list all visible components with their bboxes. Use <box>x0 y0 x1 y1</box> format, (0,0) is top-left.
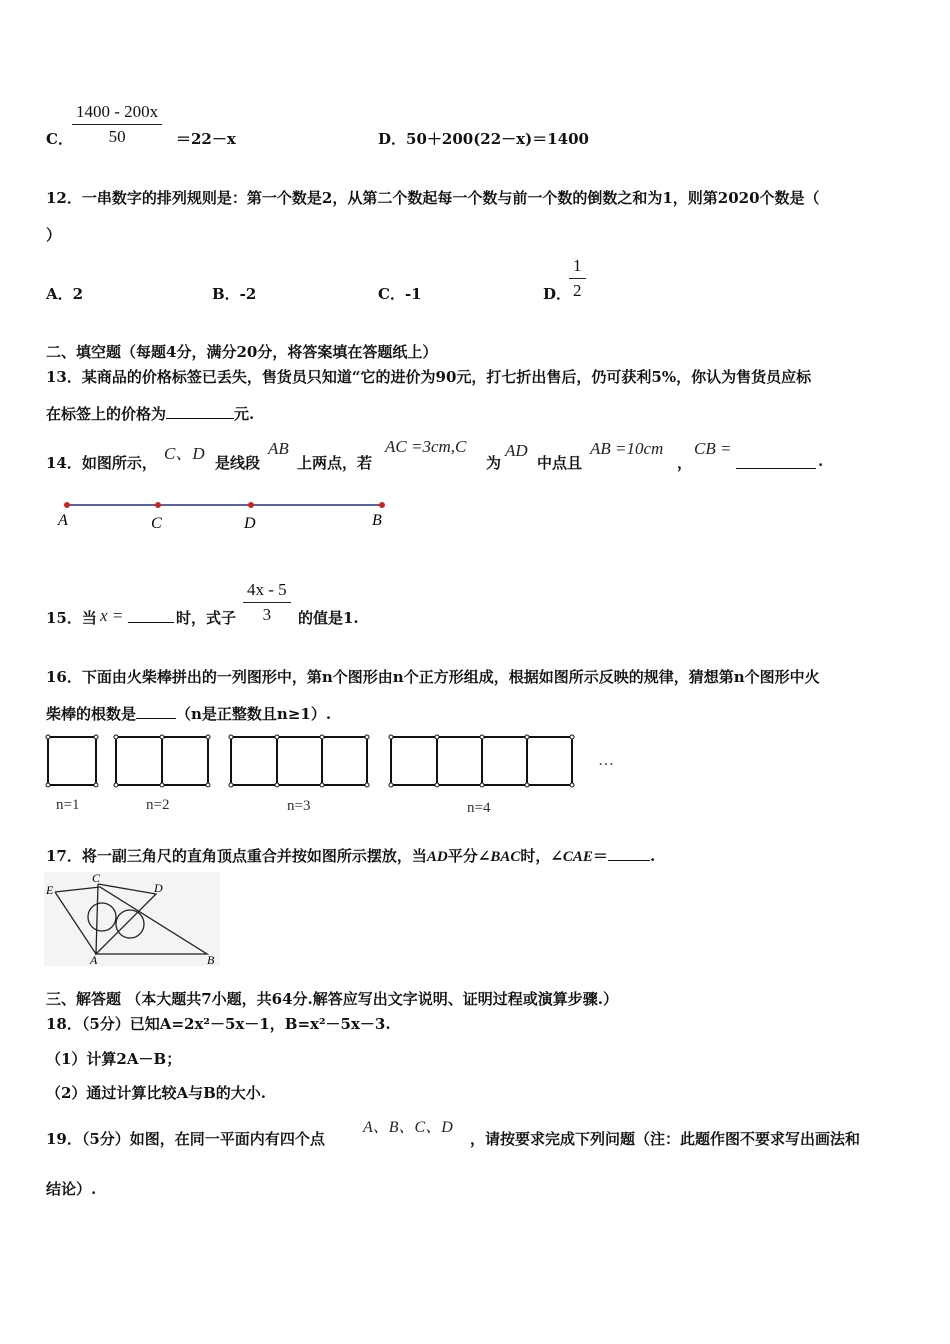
q12-stem-line2: ） <box>46 226 62 244</box>
n3-label: n=3 <box>287 798 311 814</box>
section2-title: 二、填空题（每题4分，满分20分，将答案填在答题纸上） <box>46 343 438 361</box>
q16-line2 <box>46 703 331 724</box>
q17-mid1: 平分∠ <box>447 847 491 865</box>
q15-numerator: 4x - 5 <box>243 580 291 603</box>
q14-f5: AB =10cm <box>590 439 664 458</box>
q17-ad: AD <box>426 849 448 865</box>
n3-square-2 <box>277 737 322 785</box>
q12-stem-line1: 12．一串数字的排列规则是：第一个数是2，从第二个数起每一个数与前一个数的倒数之和为1，则第2020个数是（ <box>46 189 820 207</box>
label-a: A <box>90 953 98 966</box>
q18-part2: （2）通过计算比较A与B的大小. <box>46 1084 266 1102</box>
q11-option-c-rhs: ＝22－x <box>176 130 236 148</box>
figure-background <box>44 872 220 966</box>
label-e: E <box>46 883 54 897</box>
point-b <box>379 502 385 508</box>
n3-square-3 <box>322 737 367 785</box>
q11-option-c-fraction <box>72 102 162 147</box>
q14-f1: C、D <box>164 444 205 463</box>
n1-square <box>48 737 96 785</box>
label-b: B <box>372 512 382 529</box>
q17-cae: CAE <box>562 849 593 865</box>
n2-square-2 <box>162 737 208 785</box>
q14-f4: AD <box>505 441 528 460</box>
q14-t2: 是线段 <box>215 454 261 472</box>
n3-square-1 <box>231 737 277 785</box>
q15-t1: 15．当 <box>46 609 97 627</box>
ellipsis: … <box>598 752 614 769</box>
q19-t1: 19．（5分）如图，在同一平面内有四个点 <box>46 1130 325 1148</box>
q12-option-a: A．2 <box>46 285 84 303</box>
n4-square-4 <box>527 737 572 785</box>
q13-line2-pre: 在标签上的价格为 <box>46 405 167 423</box>
q17-mid2: 时，∠ <box>520 847 563 865</box>
n1-label: n=1 <box>56 797 80 813</box>
q16-line2-post: （n是正整数且n≥1）. <box>176 705 332 723</box>
label-c: C <box>92 872 101 885</box>
q17-text-pre: 17．将一副三角尺的直角顶点重合并按如图所示摆放，当 <box>46 847 427 865</box>
q15-t3: 的值是1. <box>298 609 359 627</box>
n4-square-3 <box>482 737 527 785</box>
q19-t2: ，请按要求完成下列问题（注：此题作图不要求写出画法和 <box>470 1130 861 1148</box>
q15-t2: 时，式子 <box>176 609 237 627</box>
q13-line2-post: 元. <box>234 405 255 423</box>
q15-answer-blank[interactable] <box>128 608 174 623</box>
n4-label: n=4 <box>467 800 491 816</box>
point-d <box>248 502 254 508</box>
q17-end: . <box>649 847 656 865</box>
q14-t3: 上两点，若 <box>297 454 373 472</box>
n4-square-2 <box>437 737 482 785</box>
q17-bac: BAC <box>490 849 521 865</box>
q12-option-b: B．-2 <box>212 285 257 303</box>
q19-points: A、B、C、D <box>363 1119 453 1136</box>
q14-f2: AB <box>268 439 289 458</box>
q14-t5: 中点且 <box>537 454 583 472</box>
q12-option-c: C．-1 <box>378 285 422 303</box>
q14-t7: . <box>818 452 824 470</box>
label-c: C <box>151 515 162 532</box>
q16-line1: 16．下面由火柴棒拼出的一列图形中，第n个图形由n个正方形组成，根据如图所示反映的规律，猜想第n个图形中火 <box>46 668 820 686</box>
q16-answer-blank[interactable] <box>136 704 176 719</box>
q12-option-d-denominator: 2 <box>573 281 582 300</box>
q17-eq: ＝ <box>592 847 608 865</box>
q14-f6: CB = <box>694 439 732 458</box>
q15-fraction <box>243 580 291 625</box>
q12-option-d-fraction <box>569 256 586 301</box>
q12-option-d-label: D． <box>543 285 572 303</box>
q17-answer-blank[interactable] <box>608 846 650 861</box>
q11-option-c-label: C． <box>46 130 73 148</box>
n4-square-1 <box>391 737 437 785</box>
label-a: A <box>58 512 68 529</box>
q15-denominator: 3 <box>262 605 272 624</box>
q17-text <box>46 845 655 866</box>
q14-t6: ， <box>677 454 693 472</box>
q18-stem: 18．（5分）已知A=2x²－5x－1，B=x²－5x－3. <box>46 1015 391 1033</box>
point-a <box>64 502 70 508</box>
q13-line2 <box>46 403 254 424</box>
q14-t4: 为 <box>486 454 502 472</box>
q14-t1: 14．如图所示， <box>46 454 157 472</box>
label-d: D <box>154 881 163 895</box>
q11-option-c-denominator: 50 <box>108 127 126 146</box>
q18-part1: （1）计算2A－B； <box>46 1050 182 1068</box>
q14-f3: AC =3cm,C <box>385 437 467 456</box>
point-c <box>155 502 161 508</box>
q19-line2: 结论）. <box>46 1180 97 1198</box>
q14-segment-figure <box>50 495 400 535</box>
q12-option-d-numerator: 1 <box>569 256 586 279</box>
q16-line2-pre: 柴棒的根数是 <box>46 705 137 723</box>
q16-matchstick-figure <box>40 730 640 818</box>
q13-answer-blank[interactable] <box>166 404 234 419</box>
q14-answer-blank[interactable] <box>736 454 816 469</box>
q15-f1: x = <box>100 606 124 625</box>
section3-title: 三、解答题 （本大题共7小题，共64分.解答应写出文字说明、证明过程或演算步骤.） <box>46 990 618 1008</box>
q13-line1: 13．某商品的价格标签已丢失，售货员只知道“它的进价为90元，打七折出售后，仍可获利5%，你认为售货员应标 <box>46 368 812 386</box>
q17-triangle-figure <box>44 872 220 966</box>
q11-option-c-numerator: 1400 - 200x <box>72 102 162 125</box>
n2-label: n=2 <box>146 797 170 813</box>
label-b: B <box>207 953 215 966</box>
label-d: D <box>244 515 256 532</box>
q11-option-d: D．50＋200(22－x)＝1400 <box>378 130 589 148</box>
n2-square-1 <box>116 737 162 785</box>
